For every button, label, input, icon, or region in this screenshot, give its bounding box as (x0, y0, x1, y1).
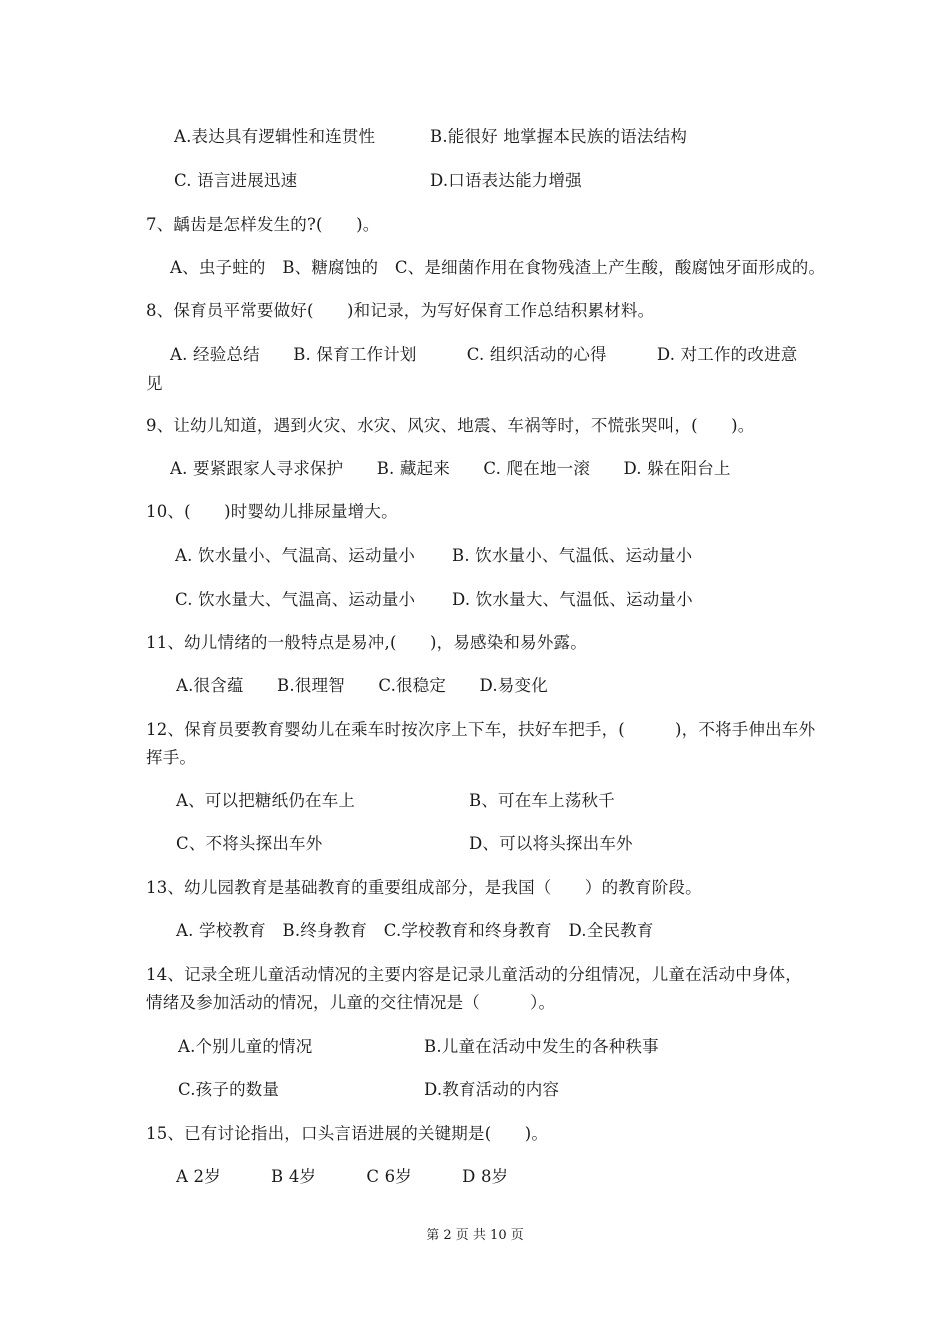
q12-option-a: A、可以把糖纸仍在车上 (176, 791, 356, 810)
q13-text: 13、幼儿园教育是基础教育的重要组成部分，是我国（ ）的教育阶段。 (146, 878, 702, 897)
q8-text: 8、保育员平常要做好( )和记录，为写好保育工作总结积累材料。 (146, 301, 655, 320)
q14-option-b: B.儿童在活动中发生的各种秩事 (424, 1037, 659, 1056)
q12-text-line1: 12、保育员要教育婴幼儿在乘车时按次序上下车，扶好车把手，( )，不将手伸出车外 (146, 720, 816, 739)
q14-option-c: C.孩子的数量 (178, 1080, 280, 1099)
q12-option-d: D、可以将头探出车外 (469, 834, 633, 853)
q8-options-line1: A. 经验总结 B. 保育工作计划 C. 组织活动的心得 D. 对工作的改进意 (170, 345, 798, 364)
page-number-footer: 第 2 页 共 10 页 (426, 1228, 524, 1243)
q12-option-b: B、可在车上荡秋千 (469, 791, 615, 810)
q6-option-d: D.口语表达能力增强 (430, 171, 582, 190)
q12-text-line2: 挥手。 (146, 748, 197, 767)
q13-options: A. 学校教育 B.终身教育 C.学校教育和终身教育 D.全民教育 (176, 921, 654, 940)
q10-option-b: B. 饮水量小、气温低、运动量小 (452, 546, 693, 565)
q6-option-a: A.表达具有逻辑性和连贯性 (174, 127, 376, 146)
q10-text: 10、( )时婴幼儿排尿量增大。 (146, 502, 398, 521)
q9-text: 9、让幼儿知道，遇到火灾、水灾、风灾、地震、车祸等时，不慌张哭叫，( )。 (146, 416, 755, 435)
q6-option-c: C. 语言进展迅速 (174, 171, 298, 190)
q10-option-a: A. 饮水量小、气温高、运动量小 (175, 546, 416, 565)
q7-text: 7、龋齿是怎样发生的?( )。 (146, 215, 380, 234)
q14-option-d: D.教育活动的内容 (424, 1080, 560, 1099)
q11-options: A.很含蕴 B.很理智 C.很稳定 D.易变化 (176, 676, 548, 695)
q10-option-d: D. 饮水量大、气温低、运动量小 (452, 590, 693, 609)
q14-text-line2: 情绪及参加活动的情况，儿童的交往情况是（ ）。 (146, 993, 556, 1012)
q9-options: A. 要紧跟家人寻求保护 B. 藏起来 C. 爬在地一滚 D. 躲在阳台上 (170, 459, 731, 478)
q6-option-b: B.能很好 地掌握本民族的语法结构 (430, 127, 688, 146)
q15-text: 15、已有讨论指出，口头言语进展的关键期是( )。 (146, 1124, 549, 1143)
q14-option-a: A.个别儿童的情况 (178, 1037, 313, 1056)
q14-text-line1: 14、记录全班儿童活动情况的主要内容是记录儿童活动的分组情况，儿童在活动中身体， (146, 965, 802, 984)
q12-option-c: C、不将头探出车外 (176, 834, 323, 853)
q8-options-line2: 见 (146, 374, 163, 393)
q10-option-c: C. 饮水量大、气温高、运动量小 (175, 590, 416, 609)
q11-text: 11、幼儿情绪的一般特点是易冲,( )，易感染和易外露。 (146, 633, 587, 652)
q15-options: A 2岁 B 4岁 C 6岁 D 8岁 (176, 1167, 509, 1186)
q7-options: A、虫子蛀的 B、糖腐蚀的 C、是细菌作用在食物残渣上产生酸，酸腐蚀牙面形成的。 (170, 258, 826, 277)
